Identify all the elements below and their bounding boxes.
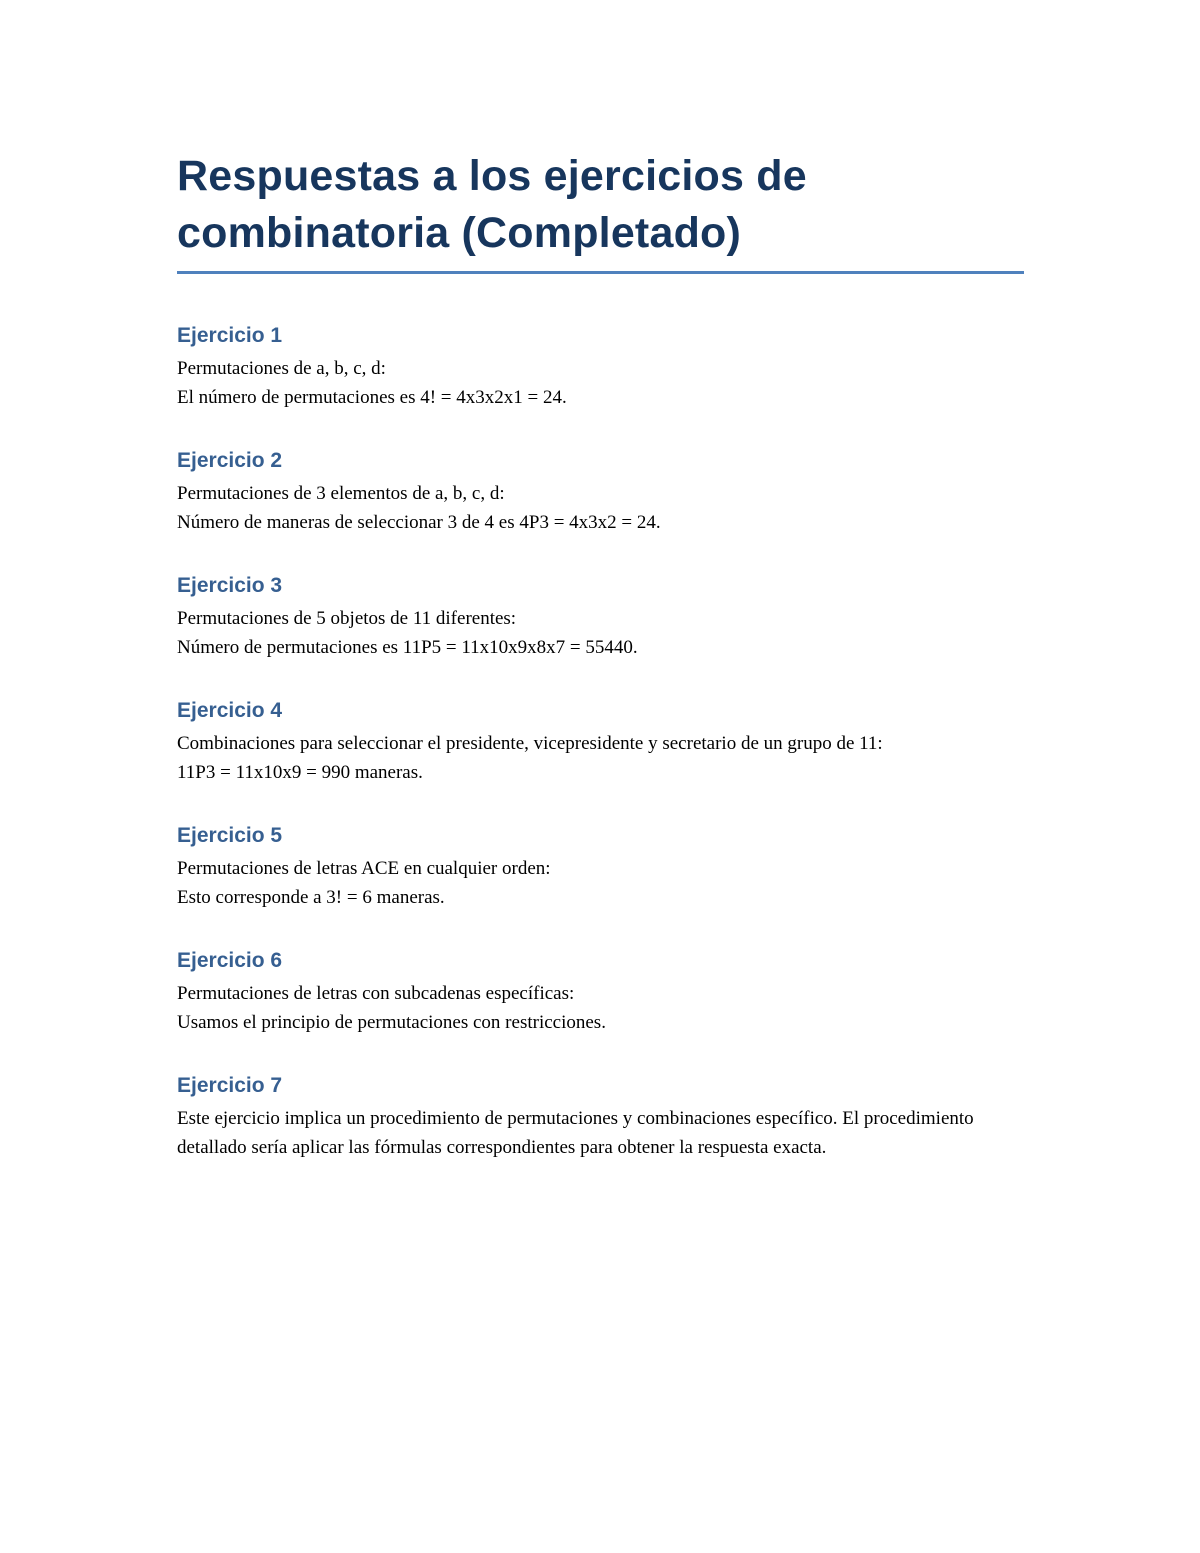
- exercise-heading: Ejercicio 3: [177, 574, 283, 597]
- exercise-line: Permutaciones de letras ACE en cualquier orden:: [177, 858, 551, 879]
- exercise-1: [177, 321, 1023, 412]
- exercise-line: Permutaciones de 3 elementos de a, b, c, d:: [177, 483, 505, 504]
- exercise-3: [177, 571, 1023, 662]
- exercise-heading: Ejercicio 6: [177, 949, 283, 972]
- exercise-heading: Ejercicio 5: [177, 824, 283, 847]
- exercise-line: El número de permutaciones es 4! = 4x3x2x1 = 24.: [177, 387, 567, 408]
- exercise-heading: Ejercicio 2: [177, 449, 283, 472]
- exercise-line: Número de maneras de seleccionar 3 de 4 es 4P3 = 4x3x2 = 24.: [177, 512, 661, 533]
- exercise-6: [177, 946, 1023, 1037]
- exercise-line: Permutaciones de a, b, c, d:: [177, 358, 386, 379]
- exercise-7: [177, 1071, 1023, 1162]
- exercise-2: [177, 446, 1023, 537]
- exercise-4: [177, 696, 1023, 787]
- exercise-line: Usamos el principio de permutaciones con restricciones.: [177, 1012, 606, 1033]
- exercise-heading: Ejercicio 4: [177, 699, 283, 722]
- exercise-heading: Ejercicio 7: [177, 1074, 283, 1097]
- exercise-line: 11P3 = 11x10x9 = 990 maneras.: [177, 762, 423, 783]
- exercise-line: Combinaciones para seleccionar el presidente, vicepresidente y secretario de un grupo de 11:: [177, 733, 883, 754]
- exercise-line: Este ejercicio implica un procedimiento de permutaciones y combinaciones específico. El procedimiento detallado sería aplicar las fórmulas correspondientes para obtener la respuesta exacta.: [177, 1108, 974, 1158]
- document-page: [177, 148, 1023, 1196]
- exercise-heading: Ejercicio 1: [177, 324, 283, 347]
- exercise-line: Número de permutaciones es 11P5 = 11x10x9x8x7 = 55440.: [177, 637, 638, 658]
- exercise-line: Permutaciones de 5 objetos de 11 diferentes:: [177, 608, 517, 629]
- document-title: Respuestas a los ejercicios de combinatoria (Completado): [177, 152, 807, 257]
- exercise-line: Esto corresponde a 3! = 6 maneras.: [177, 887, 445, 908]
- exercise-line: Permutaciones de letras con subcadenas específicas:: [177, 983, 575, 1004]
- title-underline-divider: [177, 271, 1024, 274]
- exercise-5: [177, 821, 1023, 912]
